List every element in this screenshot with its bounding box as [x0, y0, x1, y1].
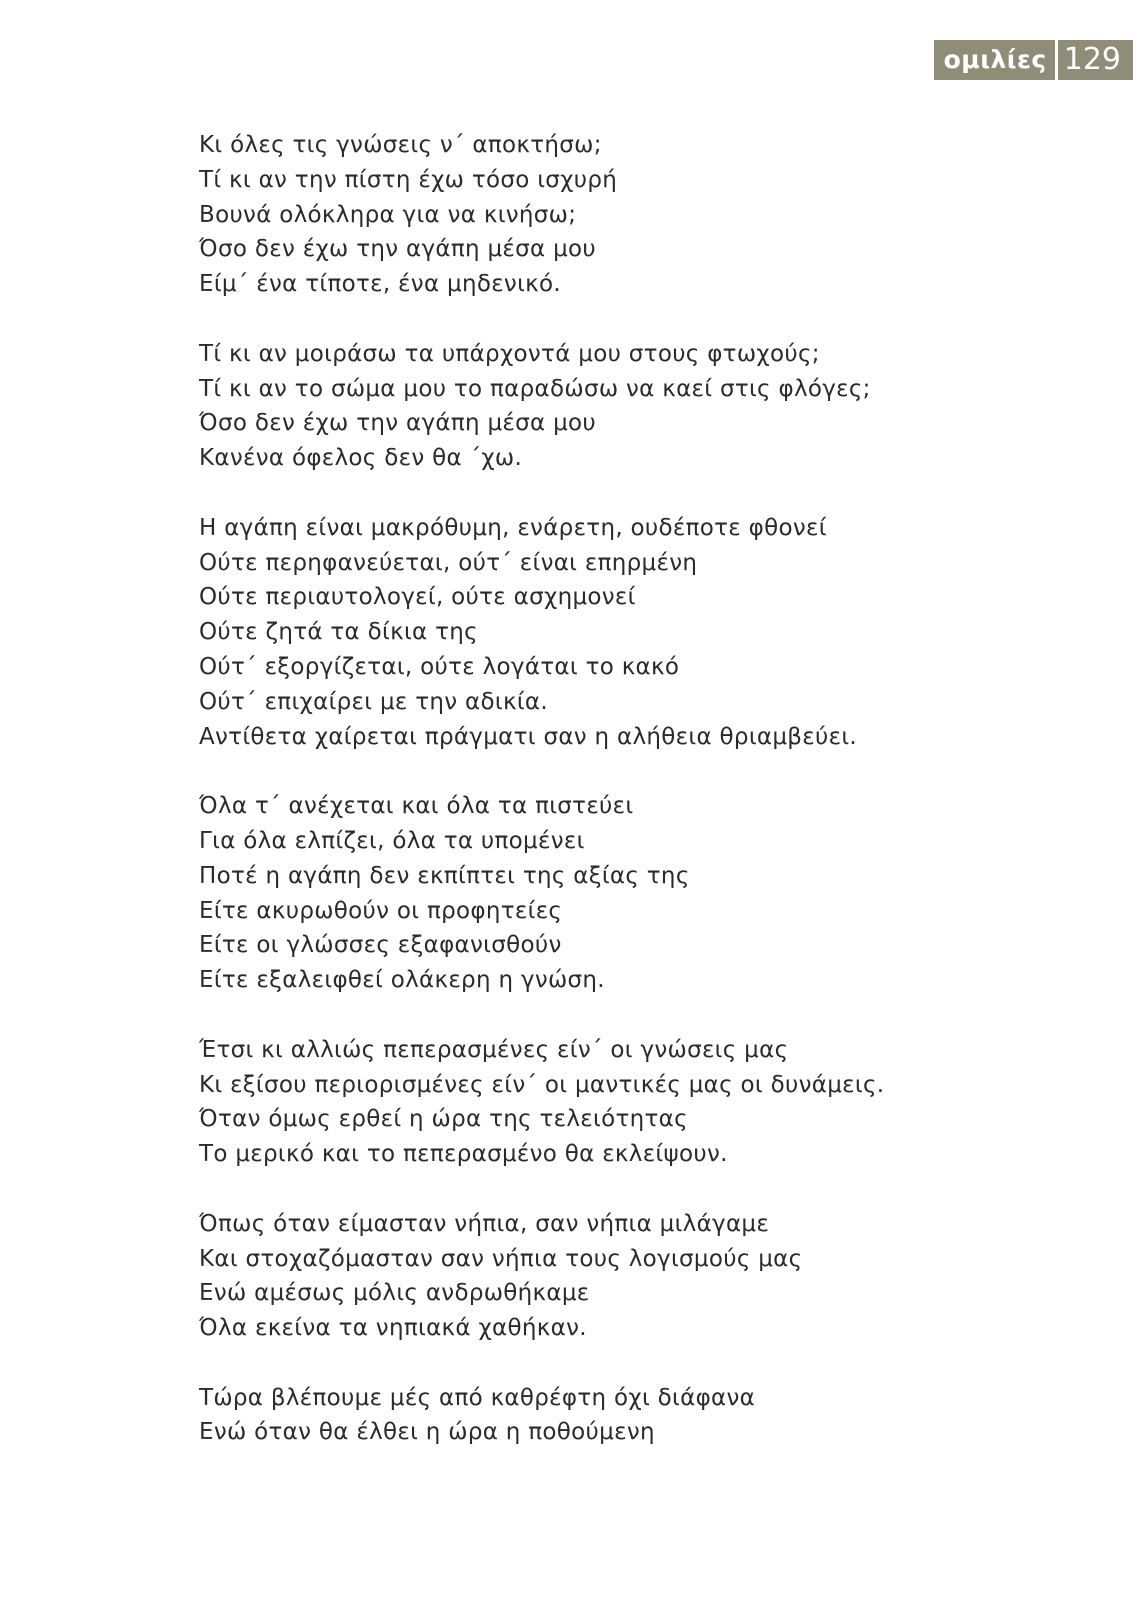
poem-line: Ούτε περηφανεύεται, ούτ΄ είναι επηρμένη: [199, 549, 698, 576]
poem-line: Είτε εξαλειφθεί ολάκερη η γνώση.: [199, 967, 605, 994]
poem-line: Όλα τ΄ ανέχεται και όλα τα πιστεύει: [199, 793, 634, 820]
poem-line: Τί κι αν το σώμα μου το παραδώσω να καεί στις φλόγες;: [199, 375, 871, 402]
poem-line: Όπως όταν είμασταν νήπια, σαν νήπια μιλάγαμε: [199, 1210, 770, 1237]
poem-line: Ενώ αμέσως μόλις ανδρωθήκαμε: [199, 1280, 590, 1307]
poem-line: Βουνά ολόκληρα για να κινήσω;: [199, 201, 577, 228]
poem-line: Είμ΄ ένα τίποτε, ένα μηδενικό.: [199, 271, 561, 298]
poem-line: Η αγάπη είναι μακρόθυμη, ενάρετη, ουδέποτε φθονεί: [199, 514, 827, 541]
poem-line: Ούτε περιαυτολογεί, ούτε ασχημονεί: [199, 584, 636, 611]
poem-line: Είτε ακυρωθούν οι προφητείες: [199, 897, 563, 924]
poem-line: Όσο δεν έχω την αγάπη μέσα μου: [199, 236, 596, 263]
poem-line: Τί κι αν την πίστη έχω τόσο ισχυρή: [199, 166, 618, 193]
poem-line: Ποτέ η αγάπη δεν εκπίπτει της αξίας της: [199, 862, 690, 889]
stanza: [199, 1207, 1079, 1346]
poem-line: Κανένα όφελος δεν θα ΄χω.: [199, 445, 523, 472]
poem-line: Το μερικό και το πεπερασμένο θα εκλείψουν.: [199, 1141, 728, 1168]
section-title: ομιλίες: [934, 40, 1055, 80]
poem-line: Τώρα βλέπουμε μές από καθρέφτη όχι διάφανα: [199, 1384, 756, 1411]
poem-line: Ενώ όταν θα έλθει η ώρα η ποθούμενη: [199, 1419, 655, 1446]
page-header: [934, 40, 1133, 80]
poem-line: Για όλα ελπίζει, όλα τα υπομένει: [199, 827, 585, 854]
poem-line: Όλα εκείνα τα νηπιακά χαθήκαν.: [199, 1315, 587, 1342]
poem-line: Ούτε ζητά τα δίκια της: [199, 619, 478, 646]
poem-line: Έτσι κι αλλιώς πεπερασμένες είν΄ οι γνώσεις μας: [199, 1036, 789, 1063]
poem-line: Κι όλες τις γνώσεις ν΄ αποκτήσω;: [199, 132, 602, 158]
stanza: [199, 789, 1079, 998]
stanza: [199, 128, 1079, 302]
poem-line: Ούτ΄ επιχαίρει με την αδικία.: [199, 688, 548, 715]
poem-body: [199, 128, 1079, 1485]
stanza: [199, 1381, 1079, 1451]
stanza: [199, 337, 1079, 476]
poem-line: Κι εξίσου περιορισμένες είν΄ οι μαντικές μας οι δυνάμεις.: [199, 1071, 885, 1098]
poem-line: Τί κι αν μοιράσω τα υπάρχοντά μου στους φτωχούς;: [199, 340, 820, 367]
poem-line: Ούτ΄ εξοργίζεται, ούτε λογάται το κακό: [199, 653, 680, 680]
poem-line: Είτε οι γλώσσες εξαφανισθούν: [199, 932, 562, 959]
page-number: 129: [1058, 40, 1133, 80]
stanza: [199, 1033, 1079, 1172]
stanza: [199, 511, 1079, 755]
poem-line: Αντίθετα χαίρεται πράγματι σαν η αλήθεια θριαμβεύει.: [199, 723, 858, 750]
poem-line: Όταν όμως ερθεί η ώρα της τελειότητας: [199, 1106, 688, 1133]
poem-line: Και στοχαζόμασταν σαν νήπια τους λογισμούς μας: [199, 1245, 803, 1272]
poem-line: Όσο δεν έχω την αγάπη μέσα μου: [199, 410, 596, 437]
